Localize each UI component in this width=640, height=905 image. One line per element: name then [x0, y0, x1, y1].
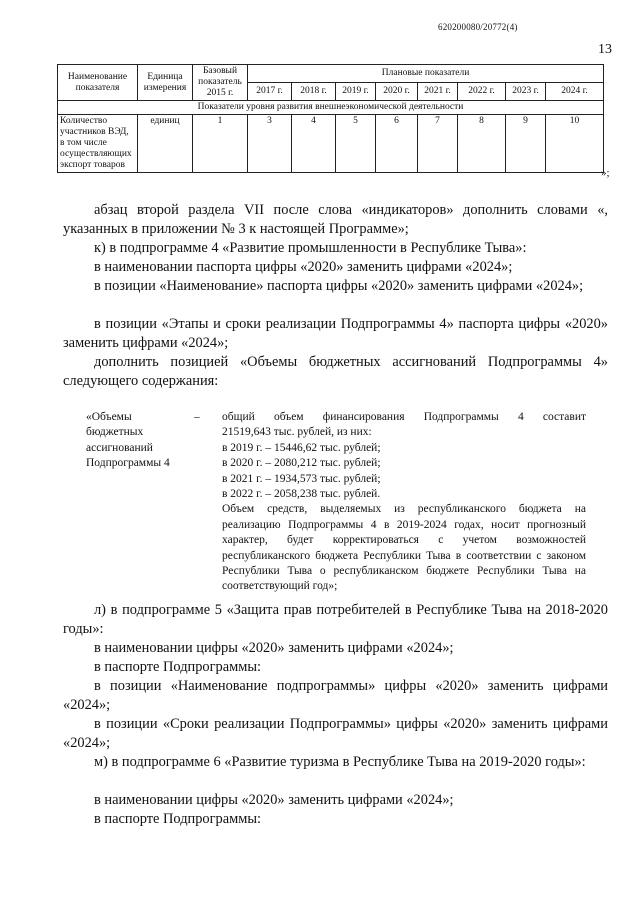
section-title: Показатели уровня развития внешнеэкономической деятельности [58, 101, 604, 115]
indicators-table [57, 64, 604, 173]
row-value: 10 [546, 115, 604, 173]
paragraph: в паспорте Подпрограммы: [94, 811, 261, 827]
passport-total-line: общий объем финансирования Подпрограммы 4 составит [222, 411, 586, 423]
paragraph: л) в подпрограмме 5 «Защита прав потребителей в Республике Тыва на 2018-2020 годы»: [63, 602, 608, 637]
row-value: 6 [376, 115, 418, 173]
passport-content [222, 410, 586, 595]
col-header-year: 2018 г. [292, 83, 336, 101]
paragraph: абзац второй раздела VII после слова «индикаторов» дополнить словами «, указанных в приложении № 3 к настоящей Программе»; [63, 202, 608, 237]
paragraph: в позиции «Сроки реализации Подпрограммы» цифры «2020» заменить цифрами «2024»; [63, 716, 608, 751]
paragraph: к) в подпрограмме 4 «Развитие промышленности в Республике Тыва»: [94, 240, 527, 256]
col-header-year: 2020 г. [376, 83, 418, 101]
passport-year-line: в 2022 г. – 2058,238 тыс. рублей. [222, 488, 381, 501]
row-value: 4 [292, 115, 336, 173]
col-header-year: 2022 г. [458, 83, 506, 101]
paragraph: в наименовании цифры «2020» заменить цифрами «2024»; [94, 640, 454, 656]
document-id: 620200080/20772(4) [438, 22, 518, 32]
passport-year-line: в 2020 г. – 2080,212 тыс. рублей; [222, 457, 381, 470]
passport-position-name: «Объемы бюджетных ассигнований Подпрограммы 4 [86, 411, 170, 470]
row-value: 9 [506, 115, 546, 173]
table-header-row [58, 65, 604, 83]
page-number: 13 [598, 42, 612, 57]
row-value: 8 [458, 115, 506, 173]
row-value: 7 [418, 115, 458, 173]
paragraph: в паспорте Подпрограммы: [94, 659, 261, 675]
col-header-unit: Единица измерения [138, 65, 193, 101]
col-header-year: 2017 г. [248, 83, 292, 101]
paragraph: в наименовании паспорта цифры «2020» заменить цифрами «2024»; [94, 259, 513, 275]
table-section-row [58, 101, 604, 115]
passport-year-line: в 2019 г. – 15446,62 тыс. рублей; [222, 441, 381, 454]
paragraph: дополнить позицией «Объемы бюджетных ассигнований Подпрограммы 4» следующего содержания: [63, 354, 608, 389]
paragraph: в позиции «Наименование подпрограммы» цифры «2020» заменить цифрами «2024»; [63, 678, 608, 713]
paragraph: в позиции «Этапы и сроки реализации Подпрограммы 4» паспорта цифры «2020» заменить цифрами «2024»; [63, 316, 608, 351]
col-header-year: 2024 г. [546, 83, 604, 101]
col-header-name: Наименование показателя [58, 65, 138, 101]
col-header-year: 2023 г. [506, 83, 546, 101]
row-value: 5 [336, 115, 376, 173]
col-header-year: 2019 г. [336, 83, 376, 101]
paragraph: в наименовании цифры «2020» заменить цифрами «2024»; [94, 792, 454, 808]
paragraph: м) в подпрограмме 6 «Развитие туризма в Республике Тыва на 2019-2020 годы»: [94, 754, 586, 770]
col-header-year: 2021 г. [418, 83, 458, 101]
table-closing-mark: »; [601, 167, 610, 179]
col-header-planned: Плановые показатели [248, 65, 604, 83]
paragraph: в позиции «Наименование» паспорта цифры «2020» заменить цифрами «2024»; [94, 278, 584, 294]
passport-year-line: в 2021 г. – 1934,573 тыс. рублей; [222, 472, 381, 485]
passport-total-amount: 21519,643 тыс. рублей, из них: [222, 426, 372, 439]
passport-note: Объем средств, выделяемых из республиканского бюджета на реализацию Подпрограммы 4 в 2019-2024 годах, носит прогнозный характер, будет корректироваться с учетом возможностей республиканского бюджета Республики Тыва в соответствии с законом Республики Тыва о республиканском бюджете Республики Тыва на соответствующий год»; [222, 503, 586, 593]
passport-dash: – [194, 411, 200, 423]
row-unit: единиц [138, 115, 193, 173]
col-header-base: Базовый показатель 2015 г. [193, 65, 248, 101]
row-name: Количество участников ВЭД, в том числе осуществляющих экспорт товаров [58, 115, 138, 173]
row-value: 3 [248, 115, 292, 173]
table-row [58, 115, 604, 173]
row-value: 1 [193, 115, 248, 173]
